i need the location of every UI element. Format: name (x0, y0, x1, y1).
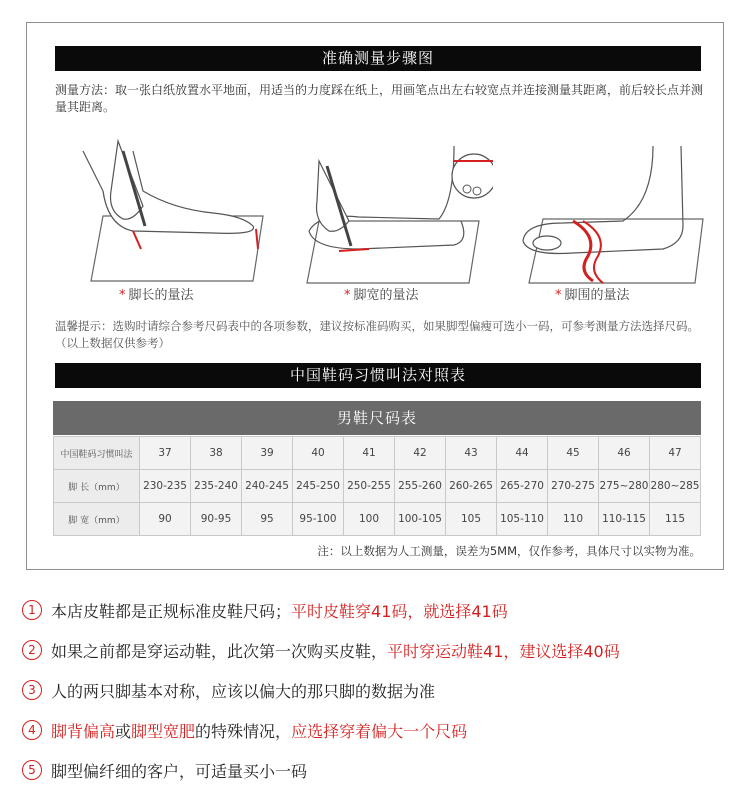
measurement-guide-card (26, 22, 724, 570)
table-cell: 240-245 (242, 470, 293, 503)
table-cell: 260-265 (446, 470, 497, 503)
table-cell: 90 (140, 503, 191, 536)
table-cell: 250-255 (344, 470, 395, 503)
rule-highlight-text: 平时皮鞋穿41码，就选择41码 (291, 601, 508, 621)
table-cell: 38 (191, 437, 242, 470)
table-cell: 110 (548, 503, 599, 536)
table-cell: 45 (548, 437, 599, 470)
table-cell: 275~280 (599, 470, 650, 503)
row-header: 脚 宽（mm） (54, 503, 140, 536)
caption-foot-length: * 脚长的量法 (119, 288, 194, 303)
table-row (54, 503, 701, 536)
table-cell: 245-250 (293, 470, 344, 503)
measure-steps-header: 准确测量步骤图 (55, 46, 701, 71)
rule-number-badge: 1 (22, 600, 42, 620)
table-cell: 255-260 (395, 470, 446, 503)
table-cell: 47 (650, 437, 701, 470)
note-text: 注：以上数据为人工测量，误差为5MM，仅作参考，具体尺寸以实物为准。 (317, 544, 701, 558)
table-cell: 270-275 (548, 470, 599, 503)
table-row (54, 437, 701, 470)
rule-text: 的特殊情况， (195, 721, 292, 741)
table-cell: 100 (344, 503, 395, 536)
table-cell: 105 (446, 503, 497, 536)
table-cell: 37 (140, 437, 191, 470)
rule-text: 人的两只脚基本对称，应该以偏大的那只脚的数据为准 (51, 681, 436, 701)
table-cell: 105-110 (497, 503, 548, 536)
rule-item (22, 677, 435, 703)
table-cell: 40 (293, 437, 344, 470)
size-chart-header: 中国鞋码习惯叫法对照表 (55, 363, 701, 388)
rule-number-badge: 4 (22, 720, 42, 740)
rule-highlight-text: 平时穿运动鞋41，建议选择40码 (387, 641, 620, 661)
rule-highlight-text: 脚型宽肥 (131, 721, 196, 741)
table-cell: 41 (344, 437, 395, 470)
size-table (53, 436, 701, 536)
rule-item (22, 757, 307, 783)
rule-highlight-text: 应选择穿着偏大一个尺码 (291, 721, 468, 741)
table-cell: 100-105 (395, 503, 446, 536)
rule-number-badge: 3 (22, 680, 42, 700)
row-header: 中国鞋码习惯叫法 (54, 437, 140, 470)
table-cell: 90-95 (191, 503, 242, 536)
method-text: 测量方法：取一张白纸放置水平地面，用适当的力度踩在纸上，用画笔点出左右较宽点并连接测量其距离，前后较长点并测量其距离。 (55, 83, 704, 114)
row-header: 脚 长（mm） (54, 470, 140, 503)
caption-foot-girth: * 脚围的量法 (555, 288, 630, 303)
table-cell: 95-100 (293, 503, 344, 536)
rule-text: 本店皮鞋都是正规标准皮鞋尺码； (51, 601, 292, 621)
table-row (54, 470, 701, 503)
table-cell: 115 (650, 503, 701, 536)
table-cell: 235-240 (191, 470, 242, 503)
table-cell: 95 (242, 503, 293, 536)
size-table-title: 男鞋尺码表 (53, 401, 701, 435)
rule-text: 脚型偏纤细的客户，可适量买小一码 (51, 761, 308, 781)
table-cell: 280~285 (650, 470, 701, 503)
table-cell: 39 (242, 437, 293, 470)
rule-text: 如果之前都是穿运动鞋，此次第一次购买皮鞋， (51, 641, 388, 661)
table-cell: 42 (395, 437, 446, 470)
table-cell: 110-115 (599, 503, 650, 536)
rule-item (22, 597, 508, 623)
caption-foot-width: * 脚宽的量法 (344, 288, 419, 303)
rule-text: 或 (115, 721, 132, 741)
table-cell: 46 (599, 437, 650, 470)
rule-highlight-text: 脚背偏高 (51, 721, 116, 741)
rule-item (22, 637, 620, 663)
table-cell: 265-270 (497, 470, 548, 503)
table-cell: 44 (497, 437, 548, 470)
table-cell: 230-235 (140, 470, 191, 503)
rule-number-badge: 5 (22, 760, 42, 780)
tip-text: 温馨提示：选购时请综合参考尺码表中的各项参数，建议按标准码购买，如果脚型偏瘦可选小一码，可参考测量方法选择尺码。（以上数据仅供参考） (55, 319, 699, 350)
rule-item (22, 717, 467, 743)
rule-number-badge: 2 (22, 640, 42, 660)
table-cell: 43 (446, 437, 497, 470)
